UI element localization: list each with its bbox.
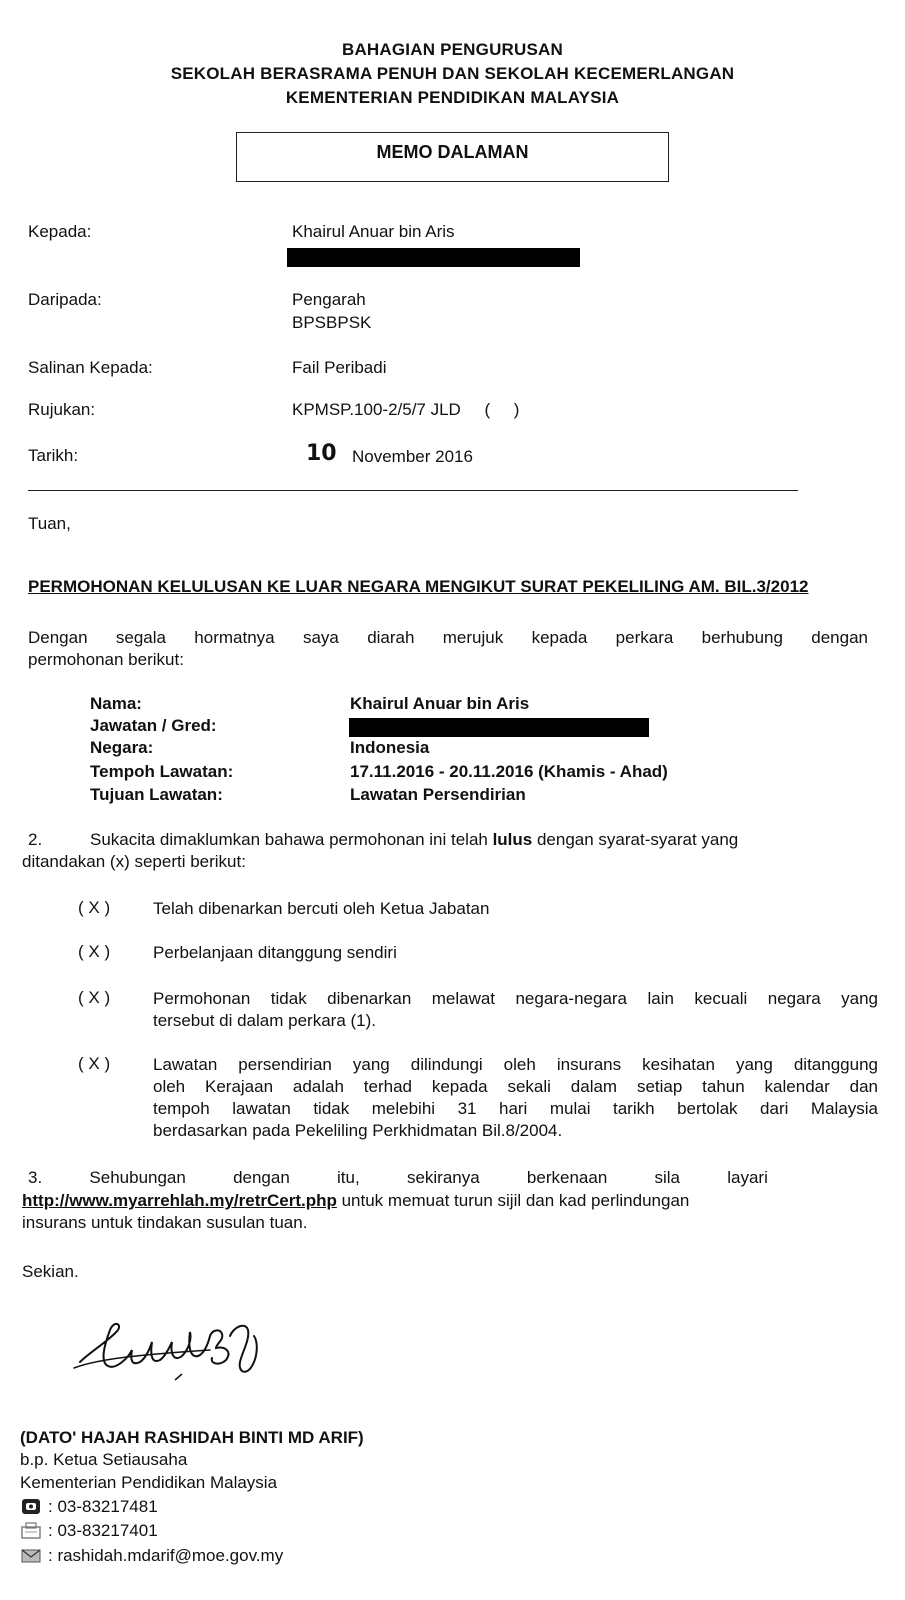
subject-heading: PERMOHONAN KELULUSAN KE LUAR NEGARA MENGIKUT SURAT PEKELILING AM. BIL.3/2012 [28, 577, 809, 596]
rujukan-value: KPMSP.100-2/5/7 JLD ( ) [292, 400, 520, 419]
condition-text: Lawatan persendirian yang dilindungi oleh insurans kesihatan yang ditanggung [153, 1055, 878, 1074]
email-address[interactable]: : rashidah.mdarif@moe.gov.my [48, 1546, 284, 1565]
detail-label-jawatan: Jawatan / Gred: [90, 716, 217, 735]
detail-label-tempoh: Tempoh Lawatan: [90, 762, 234, 781]
kepada-label: Kepada: [28, 222, 92, 241]
para2-number: 2. [28, 830, 43, 849]
detail-label-negara: Negara: [90, 738, 154, 757]
condition-mark: ( X ) [78, 988, 111, 1007]
handwritten-signature [70, 1300, 270, 1390]
salinan-value: Fail Peribadi [292, 358, 387, 377]
header-line-1: BAHAGIAN PENGURUSAN [341, 40, 564, 59]
rujukan-label: Rujukan: [28, 400, 96, 419]
detail-value-tempoh: 17.11.2016 - 20.11.2016 (Khamis - Ahad) [350, 762, 668, 781]
condition-text: Permohonan tidak dibenarkan melawat negara-negara lain kecuali negara yang [153, 989, 878, 1008]
divider [28, 490, 798, 491]
para2-line-1 [90, 830, 868, 850]
condition-text: tersebut di dalam perkara (1). [153, 1011, 376, 1030]
para3-line-3: insurans untuk tindakan susulan tuan. [22, 1213, 308, 1232]
tarikh-month-year: November 2016 [352, 447, 473, 466]
salinan-label: Salinan Kepada: [28, 358, 153, 377]
header-line-3: KEMENTERIAN PENDIDIKAN MALAYSIA [285, 88, 620, 107]
intro-line-2: permohonan berikut: [28, 650, 184, 669]
detail-label-nama: Nama: [90, 694, 142, 713]
condition-text: Perbelanjaan ditanggung sendiri [153, 943, 397, 962]
condition-text: Telah dibenarkan bercuti oleh Ketua Jabatan [153, 899, 490, 918]
condition-mark: ( X ) [78, 942, 111, 961]
signatory-role: b.p. Ketua Setiausaha [20, 1450, 188, 1469]
fax-number: : 03-83217401 [48, 1521, 158, 1540]
para2-lulus: lulus [492, 830, 533, 849]
condition-mark: ( X ) [78, 1054, 111, 1073]
closing: Sekian. [22, 1262, 79, 1281]
para3-line-2 [22, 1191, 689, 1211]
mail-icon [20, 1546, 42, 1564]
signatory-name: (DATO' HAJAH RASHIDAH BINTI MD ARIF) [20, 1428, 364, 1447]
daripada-label: Daripada: [28, 290, 102, 309]
intro-line-1: Dengan segala hormatnya saya diarah merujuk kepada perkara berhubung dengan [28, 628, 868, 647]
phone-number: : 03-83217481 [48, 1497, 158, 1516]
condition-text: berdasarkan pada Pekeliling Perkhidmatan Bil.8/2004. [153, 1121, 563, 1140]
fax-icon [20, 1521, 42, 1539]
tarikh-label: Tarikh: [28, 446, 79, 465]
detail-value-tujuan: Lawatan Persendirian [350, 785, 526, 804]
redaction-bar [287, 248, 580, 267]
signatory-organisation: Kementerian Pendidikan Malaysia [20, 1473, 278, 1492]
para2-line-2: ditandakan (x) seperti berikut: [22, 852, 246, 871]
daripada-value-1: Pengarah [292, 290, 366, 309]
kepada-value: Khairul Anuar bin Aris [292, 222, 455, 241]
detail-value-negara: Indonesia [350, 738, 430, 757]
tarikh-day-handwritten: 10 [306, 441, 337, 466]
header-line-2: SEKOLAH BERASRAMA PENUH DAN SEKOLAH KECEMERLANGAN [170, 64, 735, 83]
salutation: Tuan, [28, 514, 71, 533]
detail-label-tujuan: Tujuan Lawatan: [90, 785, 223, 804]
para2-text-b: dengan syarat-syarat yang [532, 830, 739, 849]
memo-title: MEMO DALAMAN [376, 142, 529, 162]
para3-line-1: 3. Sehubungan dengan itu, sekiranya berkenaan sila layari [28, 1168, 768, 1187]
detail-value-nama: Khairul Anuar bin Aris [350, 694, 530, 713]
redaction-bar [349, 718, 649, 737]
para3-line-2-rest: untuk memuat turun sijil dan kad perlindungan [336, 1191, 690, 1210]
condition-text: tempoh lawatan tidak melebihi 31 hari mulai tarikh bertolak dari Malaysia [153, 1099, 878, 1118]
condition-mark: ( X ) [78, 898, 111, 917]
telephone-icon [20, 1497, 42, 1515]
para2-text-a: Sukacita dimaklumkan bahawa permohonan ini telah [90, 830, 493, 849]
certificate-link[interactable]: http://www.myarrehlah.my/retrCert.php [22, 1191, 337, 1210]
condition-text: oleh Kerajaan adalah terhad kepada sekali dalam setiap tahun kalendar dan [153, 1077, 878, 1096]
daripada-value-2: BPSBPSK [292, 313, 372, 332]
